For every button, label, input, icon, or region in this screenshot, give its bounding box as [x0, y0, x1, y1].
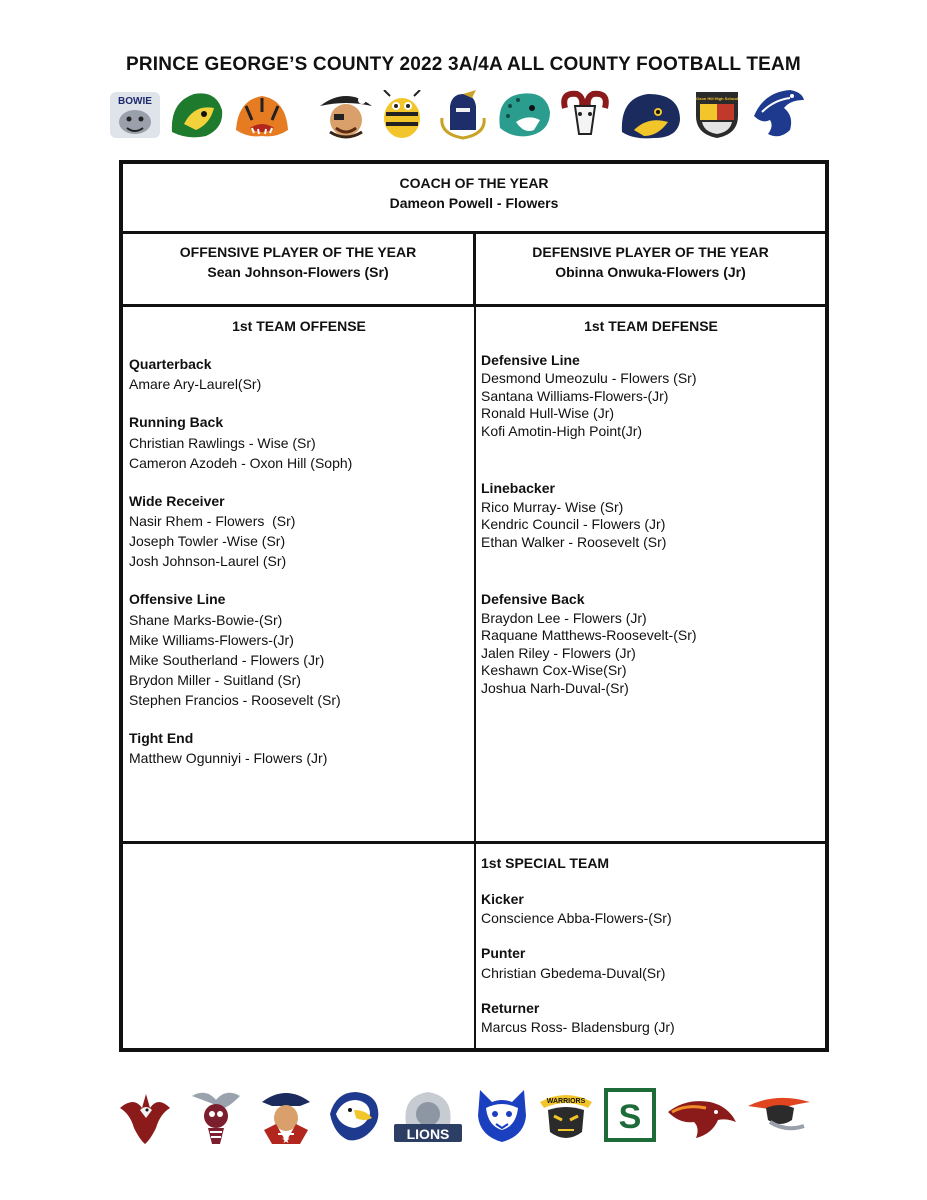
offensive-poy-heading: OFFENSIVE PLAYER OF THE YEAR [179, 244, 417, 260]
warriors-logo [538, 1086, 594, 1144]
position-group [129, 493, 469, 572]
player-entry: Amare Ary-Laurel(Sr) [129, 376, 262, 392]
defense-heading: 1st TEAM DEFENSE [584, 318, 718, 334]
defensive-player-of-the-year [476, 244, 825, 281]
tiger-logo [232, 90, 292, 140]
svg-text:S: S [618, 1098, 642, 1136]
player-entry: Mike Williams-Flowers-(Jr) [129, 631, 294, 648]
player-entry: Christian Gbedema-Duval(Sr) [481, 964, 666, 981]
lions-logo [392, 1088, 464, 1144]
position-group [129, 356, 469, 395]
panther-logo-blue [618, 90, 684, 140]
first-special-team [481, 855, 821, 1054]
player-entry: Josh Johnson-Laurel (Sr) [129, 553, 287, 569]
page-title: PRINCE GEORGE’S COUNTY 2022 3A/4A ALL COUNTY FOOTBALL TEAM [126, 54, 801, 75]
offense-heading: 1st TEAM OFFENSE [232, 318, 366, 334]
player-entry: Braydon Lee - Flowers (Jr) [481, 609, 647, 626]
player-entry: Keshawn Cox-Wise(Sr) [481, 662, 627, 678]
player-entry: Joshua Narh-Duval-(Sr) [481, 679, 629, 696]
player-entry: Shane Marks-Bowie-(Sr) [129, 611, 283, 628]
red-hawk-logo [116, 1088, 174, 1146]
suitland-shield-logo [602, 1086, 658, 1144]
position-group [481, 352, 821, 441]
position-title: Tight End [129, 729, 194, 746]
offensive-poy-name: Sean Johnson-Flowers (Sr) [207, 263, 389, 280]
hornet-logo [376, 90, 428, 140]
rider-logo [746, 1092, 812, 1138]
pirate-logo [316, 88, 376, 140]
ram-logo [557, 88, 613, 140]
offensive-player-of-the-year [123, 244, 473, 281]
player-entry: Kendric Council - Flowers (Jr) [481, 516, 666, 532]
player-entry: Mike Southerland - Flowers (Jr) [129, 651, 325, 668]
svg-text:★: ★ [281, 1135, 291, 1146]
player-entry: Matthew Ogunniyi - Flowers (Jr) [129, 750, 328, 766]
position-title: Running Back [129, 414, 224, 430]
first-team-defense [481, 318, 821, 737]
eagle-head-logo [326, 1088, 382, 1144]
position-title: Defensive Back [481, 591, 585, 607]
position-title: Wide Receiver [129, 492, 225, 509]
player-entry: Joseph Towler -Wise (Sr) [129, 533, 286, 549]
player-entry: Cameron Azodeh - Oxon Hill (Soph) [129, 454, 353, 471]
hornet-mascot-logo [186, 1086, 246, 1146]
patriot-logo [256, 1086, 316, 1146]
top-logo-row [0, 86, 927, 140]
position-group [129, 591, 469, 710]
player-entry: Desmond Umeozulu - Flowers (Sr) [481, 370, 697, 386]
jaguar-logo [494, 88, 554, 140]
player-entry: Raquane Matthews-Roosevelt-(Sr) [481, 627, 697, 643]
position-group [481, 945, 821, 982]
special-team-heading: 1st SPECIAL TEAM [481, 855, 610, 871]
bowie-bulldog-logo [108, 90, 162, 140]
coach-name: Dameon Powell - Flowers [389, 194, 559, 211]
position-title: Punter [481, 945, 526, 961]
position-title: Returner [481, 999, 540, 1016]
defensive-poy-heading: DEFENSIVE PLAYER OF THE YEAR [532, 244, 769, 260]
player-entry: Ronald Hull-Wise (Jr) [481, 405, 615, 421]
position-group [481, 1000, 821, 1037]
player-entry: Jalen Riley - Flowers (Jr) [481, 644, 636, 661]
player-entry: Brydon Miller - Suitland (Sr) [129, 671, 301, 688]
wildcat-logo [474, 1086, 530, 1144]
player-entry: Stephen Francios - Roosevelt (Sr) [129, 691, 341, 708]
position-group [129, 730, 469, 769]
bronco-logo [666, 1096, 738, 1140]
position-title: Kicker [481, 890, 524, 907]
knight-helmet-logo [436, 88, 490, 140]
position-group [481, 480, 821, 551]
player-entry: Christian Rawlings - Wise (Sr) [129, 434, 316, 451]
svg-text:Oxon Hill High School: Oxon Hill High School [696, 96, 738, 101]
awards-table [119, 160, 829, 1052]
defensive-poy-name: Obinna Onwuka-Flowers (Jr) [555, 263, 746, 280]
player-entry: Marcus Ross- Bladensburg (Jr) [481, 1019, 675, 1035]
position-group [481, 591, 821, 697]
svg-text:WARRIORS: WARRIORS [546, 1098, 586, 1105]
coach-heading: COACH OF THE YEAR [399, 175, 549, 191]
oxon-hill-crest-logo [692, 88, 742, 140]
player-entry: Kofi Amotin-High Point(Jr) [481, 422, 643, 439]
position-group [481, 891, 821, 928]
svg-text:BOWIE: BOWIE [118, 96, 152, 107]
svg-text:LIONS: LIONS [406, 1126, 450, 1142]
eagle-logo-blue [750, 86, 806, 140]
position-title: Offensive Line [129, 591, 226, 607]
player-entry: Ethan Walker - Roosevelt (Sr) [481, 533, 667, 550]
player-entry: Rico Murray- Wise (Sr) [481, 498, 624, 515]
position-title: Defensive Line [481, 351, 580, 368]
bottom-logo-row [0, 1084, 927, 1146]
player-entry: Santana Williams-Flowers-(Jr) [481, 387, 669, 404]
panther-logo-green [166, 88, 226, 140]
position-title: Linebacker [481, 480, 555, 496]
position-title: Quarterback [129, 355, 212, 372]
player-entry: Conscience Abba-Flowers-(Sr) [481, 910, 672, 926]
divider-team-columns [474, 306, 476, 1048]
position-group [129, 414, 469, 473]
first-team-offense [129, 318, 469, 788]
coach-of-the-year [123, 175, 825, 212]
player-entry: Nasir Rhem - Flowers (Sr) [129, 513, 296, 529]
